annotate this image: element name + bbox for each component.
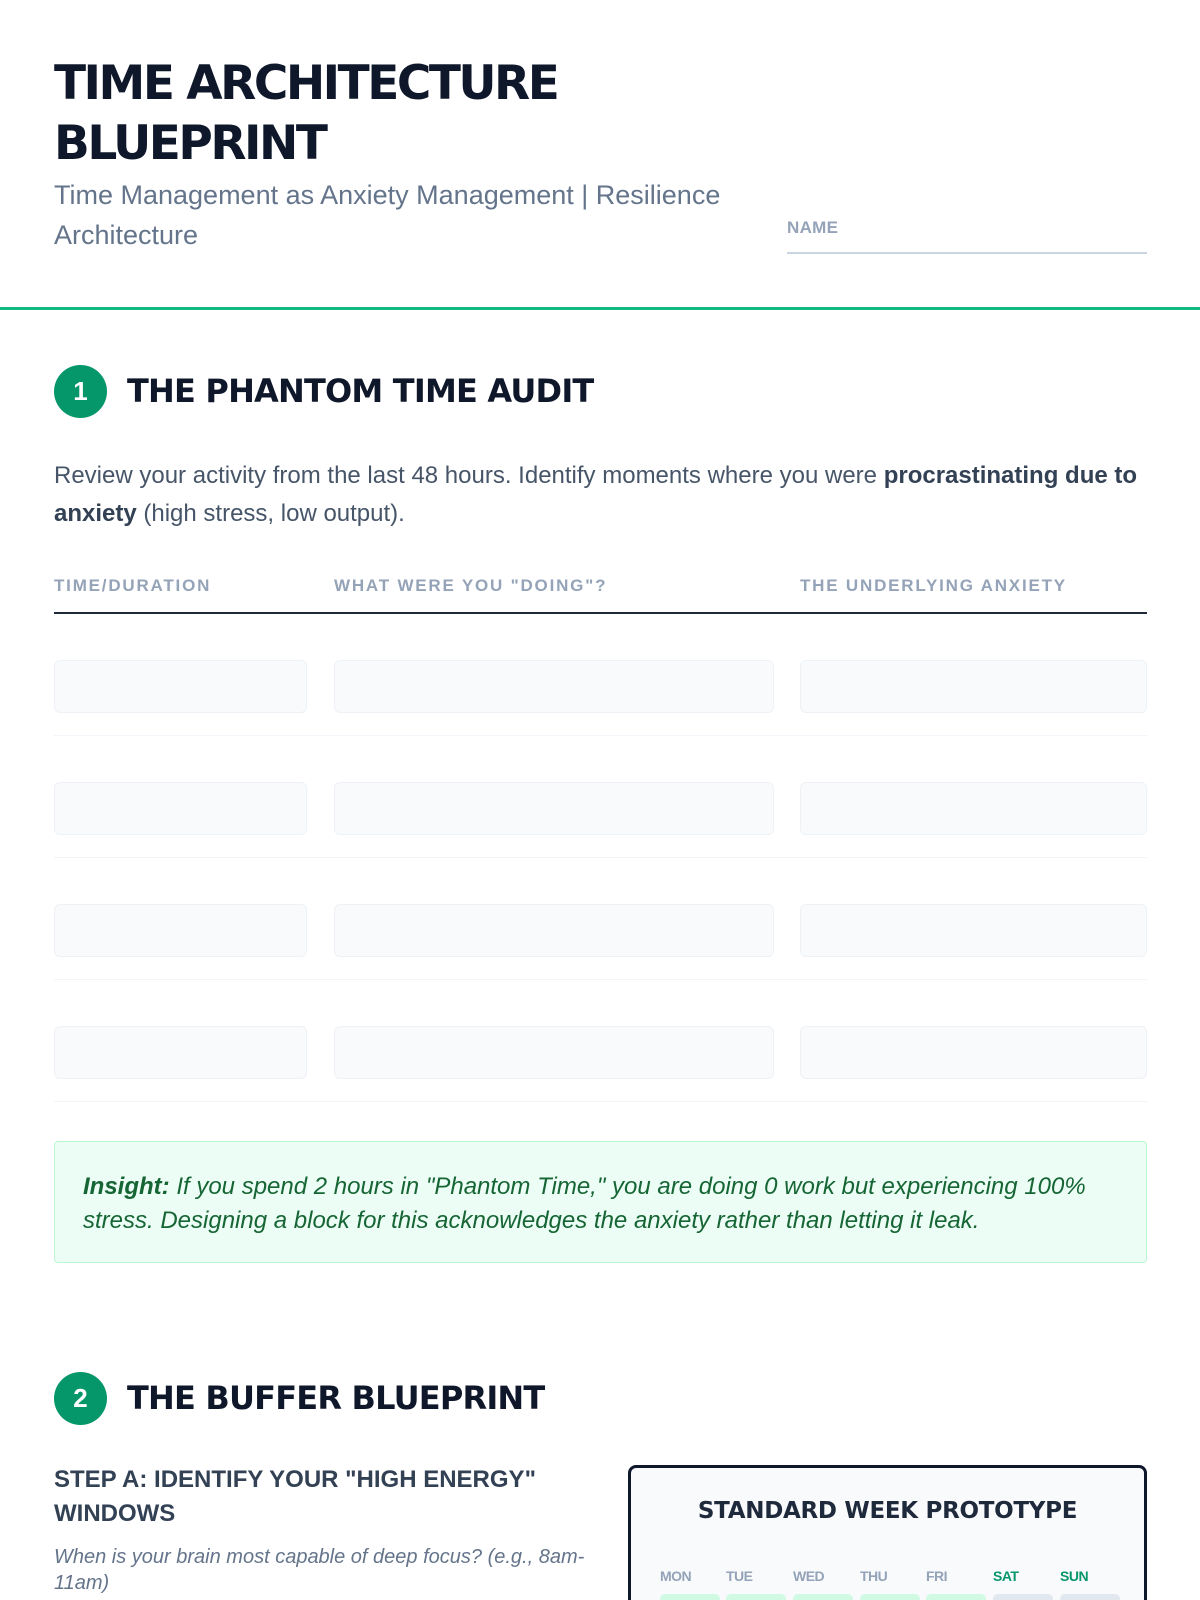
- step-a-description: When is your brain most capable of deep focus? (e.g., 8am-11am): [54, 1546, 585, 1594]
- week-card-title: STANDARD WEEK PROTOTYPE: [697, 1498, 1078, 1524]
- doing-input[interactable]: [334, 1026, 774, 1079]
- day-label: WED: [793, 1568, 825, 1584]
- insight-text: If you spend 2 hours in "Phantom Time," you are doing 0 work but experiencing 100% stress. Designing a block for this acknowledges the anxiety rather than letting it leak.: [83, 1173, 1086, 1234]
- standard-week-card: [628, 1465, 1147, 1600]
- section-1-intro: [54, 457, 1154, 533]
- day-label: MON: [660, 1568, 692, 1584]
- table-row: [54, 858, 1147, 980]
- day-energy-block[interactable]: [926, 1594, 986, 1600]
- day-label: SAT: [993, 1568, 1019, 1584]
- day-energy-block[interactable]: [793, 1594, 853, 1600]
- column-header-time: TIME/DURATION: [54, 576, 212, 595]
- section-1-intro-tail: (high stress, low output).: [136, 500, 405, 527]
- table-row: [54, 614, 1147, 736]
- day-energy-block[interactable]: [1060, 1594, 1120, 1600]
- anxiety-input[interactable]: [800, 660, 1147, 713]
- doing-input[interactable]: [334, 660, 774, 713]
- day-column-tue: [726, 1568, 786, 1600]
- section-1-intro-emphasis: procrastinating due to anxiety: [54, 462, 1138, 527]
- day-energy-block[interactable]: [660, 1594, 720, 1600]
- day-column-sat: [993, 1568, 1053, 1600]
- day-energy-block[interactable]: [726, 1594, 786, 1600]
- section-2-heading: [54, 1371, 544, 1425]
- column-header-doing: WHAT WERE YOU "DOING"?: [334, 576, 608, 595]
- day-column-fri: [926, 1568, 986, 1600]
- section-1-heading: [54, 364, 593, 418]
- table-row: [54, 736, 1147, 858]
- name-field[interactable]: [787, 218, 1147, 254]
- time-input[interactable]: [54, 782, 307, 835]
- page-title-line-2: BLUEPRINT: [54, 116, 326, 171]
- doing-input[interactable]: [334, 782, 774, 835]
- day-label: SUN: [1060, 1568, 1089, 1584]
- time-input[interactable]: [54, 1026, 307, 1079]
- page-title: [54, 54, 674, 174]
- day-column-mon: [660, 1568, 720, 1600]
- day-label: FRI: [926, 1568, 948, 1584]
- page-title-line-1: TIME ARCHITECTURE: [54, 56, 558, 111]
- day-energy-block[interactable]: [860, 1594, 920, 1600]
- time-input[interactable]: [54, 660, 307, 713]
- anxiety-input[interactable]: [800, 1026, 1147, 1079]
- insight-callout: [54, 1141, 1147, 1263]
- section-1-number-badge: 1: [54, 365, 107, 418]
- day-column-wed: [793, 1568, 853, 1600]
- table-row: [54, 980, 1147, 1102]
- section-2-number-badge: 2: [54, 1372, 107, 1425]
- name-field-label: NAME: [787, 218, 839, 237]
- doing-input[interactable]: [334, 904, 774, 957]
- step-a-title: STEP A: IDENTIFY YOUR "HIGH ENERGY" WINDOWS: [54, 1466, 536, 1527]
- anxiety-input[interactable]: [800, 904, 1147, 957]
- insight-label: Insight:: [83, 1173, 170, 1200]
- day-column-sun: [1060, 1568, 1120, 1600]
- column-header-anxiety: THE UNDERLYING ANXIETY: [800, 576, 1067, 595]
- day-label: TUE: [726, 1568, 753, 1584]
- section-1-intro-text: Review your activity from the last 48 hours. Identify moments where you were: [54, 462, 884, 489]
- day-label: THU: [860, 1568, 888, 1584]
- section-2-title: THE BUFFER BLUEPRINT: [127, 1379, 545, 1417]
- time-input[interactable]: [54, 904, 307, 957]
- page-header: [0, 0, 1200, 310]
- section-1-title: THE PHANTOM TIME AUDIT: [127, 372, 594, 410]
- anxiety-input[interactable]: [800, 782, 1147, 835]
- page-subtitle: Time Management as Anxiety Management | Resilience Architecture: [54, 180, 721, 250]
- day-column-thu: [860, 1568, 920, 1600]
- day-energy-block[interactable]: [993, 1594, 1053, 1600]
